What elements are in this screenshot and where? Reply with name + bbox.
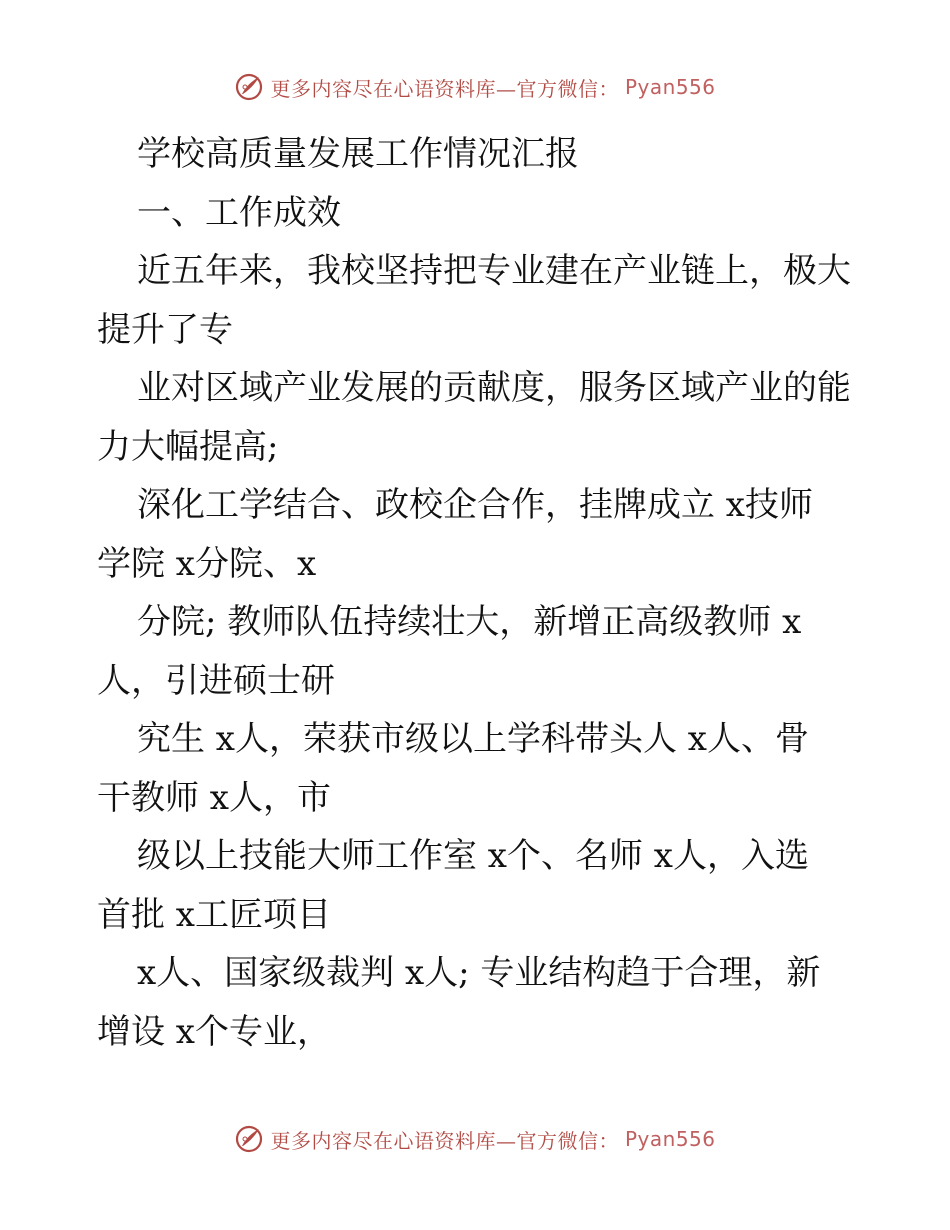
paragraph-line: 究生 x人，荣获市级以上学科带头人 x人、骨 <box>137 719 809 759</box>
paragraph-line: 干教师 x人，市 <box>97 777 331 818</box>
paragraph-line: 首批 x工匠项目 <box>97 894 331 935</box>
watermark-text: 更多内容尽在心语资料库—官方微信： <box>270 1128 619 1153</box>
paragraph-line: 提升了专 <box>97 309 233 350</box>
paragraph-line: 深化工学结合、政校企合作，挂牌成立 x技师 <box>137 485 813 525</box>
watermark-handle: Pyan556 <box>624 1127 716 1151</box>
paragraph-line: 业对区域产业发展的贡献度，服务区域产业的能 <box>137 368 851 408</box>
paragraph-line: 学院 x分院、x <box>97 543 317 584</box>
document-title: 学校高质量发展工作情况汇报 <box>137 134 579 174</box>
paragraph-line: 人，引进硕士研 <box>97 660 335 701</box>
watermark-handle: Pyan556 <box>624 75 716 99</box>
watermark-text: 更多内容尽在心语资料库—官方微信： <box>270 76 619 101</box>
paragraph-line: 增设 x个专业， <box>97 1011 331 1052</box>
paragraph-line: 力大幅提高; <box>97 426 279 467</box>
paragraph-line: 近五年来，我校坚持把专业建在产业链上，极大 <box>137 251 851 291</box>
feather-pen-logo-icon <box>234 1124 264 1154</box>
watermark-footer <box>0 1124 950 1154</box>
feather-pen-logo-icon <box>234 72 264 102</box>
watermark-header <box>0 72 950 102</box>
paragraph-line: x人、国家级裁判 x人; 专业结构趋于合理，新 <box>137 953 821 993</box>
paragraph-line: 级以上技能大师工作室 x个、名师 x人，入选 <box>137 836 809 876</box>
paragraph-line: 分院; 教师队伍持续壮大，新增正高级教师 x <box>137 602 802 642</box>
section-heading: 一、工作成效 <box>137 192 341 233</box>
document-body <box>97 125 857 1061</box>
